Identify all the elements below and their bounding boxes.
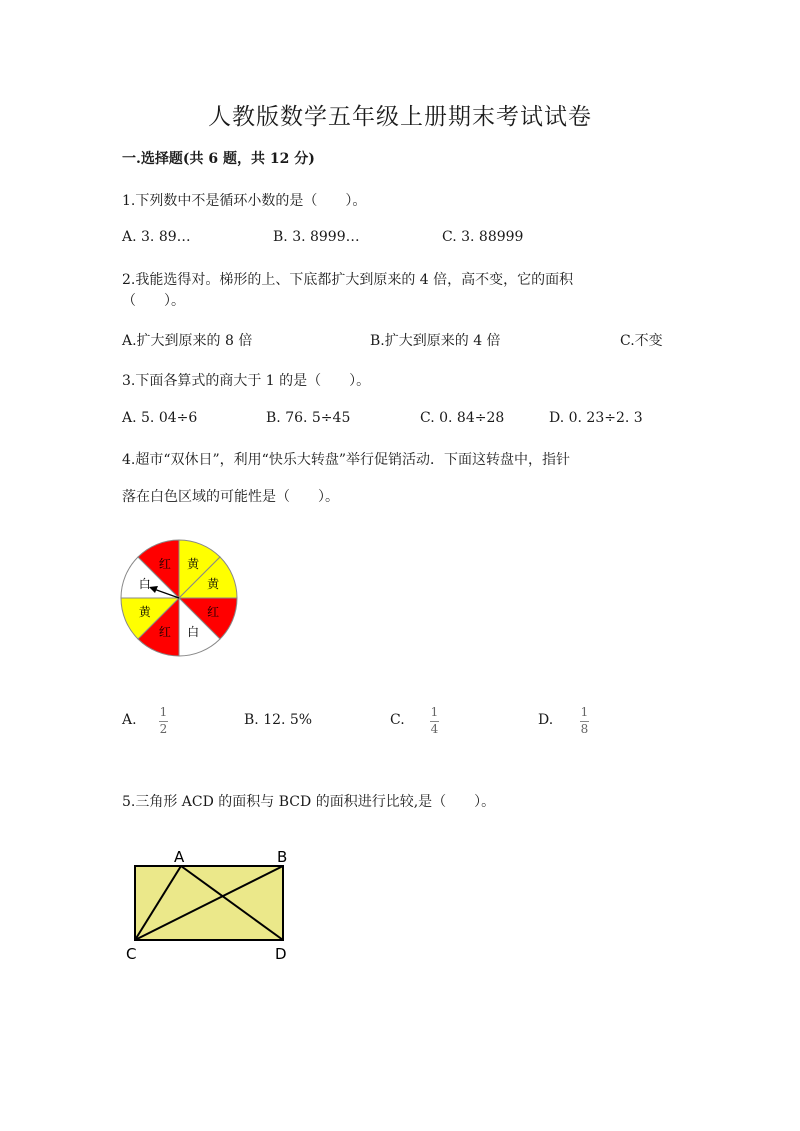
question-4-option-d-fraction (580, 706, 589, 736)
wheel-sector-label: 红 (158, 625, 171, 640)
question-4-option-d-letter: D. (538, 712, 554, 728)
wheel-sector-label: 黄 (138, 605, 151, 620)
rectangle-figure (122, 846, 302, 964)
fraction-numerator: 1 (430, 705, 439, 719)
question-2-option-a: A.扩大到原来的 8 倍 (122, 333, 253, 349)
question-2-option-c: C.不变 (620, 333, 663, 349)
question-1-text: 1.下列数中不是循环小数的是（ ）。 (122, 193, 367, 209)
question-4-text-line2: 落在白色区域的可能性是（ ）。 (122, 489, 339, 505)
question-4-option-b: B. 12. 5% (244, 712, 313, 728)
fraction-numerator: 1 (580, 705, 589, 719)
fraction-denominator: 8 (580, 722, 589, 736)
question-1-option-b: B. 3. 8999… (273, 229, 360, 245)
question-2-text-line2: （ ）。 (122, 293, 185, 309)
fraction-denominator: 2 (159, 722, 168, 736)
point-label-b: B (277, 848, 288, 866)
question-3-text: 3.下面各算式的商大于 1 的是（ ）。 (122, 373, 371, 389)
section-heading: 一.选择题(共 6 题，共 12 分) (122, 151, 315, 167)
question-3-option-a: A. 5. 04÷6 (122, 410, 198, 426)
wheel-sector-label: 黄 (187, 556, 200, 571)
question-4-text-line1: 4.超市“双休日”，利用“快乐大转盘”举行促销活动．下面这转盘中，指针 (122, 452, 570, 468)
point-label-c: C (126, 945, 137, 963)
point-label-d: D (275, 945, 287, 963)
question-3-option-d: D. 0. 23÷2. 3 (549, 410, 643, 426)
question-1-option-c: C. 3. 88999 (442, 229, 524, 245)
question-4-option-c-fraction (430, 706, 439, 736)
prize-wheel (118, 537, 240, 659)
wheel-sector-label: 白 (187, 625, 200, 640)
question-5-text: 5.三角形 ACD 的面积与 BCD 的面积进行比较,是（ ）。 (122, 794, 496, 810)
question-3-option-c: C. 0. 84÷28 (420, 410, 505, 426)
point-label-a: A (174, 848, 185, 866)
question-1-option-a: A. 3. 89… (122, 229, 191, 245)
wheel-sector-label: 红 (207, 605, 220, 620)
page-title: 人教版数学五年级上册期末考试试卷 (208, 104, 592, 130)
wheel-sector-label: 白 (138, 576, 151, 591)
question-4-option-a-letter: A. (122, 712, 137, 728)
question-4-option-a-fraction (159, 706, 168, 736)
question-4-option-c-letter: C. (390, 712, 405, 728)
question-2-option-b: B.扩大到原来的 4 倍 (370, 333, 501, 349)
fraction-denominator: 4 (430, 722, 439, 736)
fraction-numerator: 1 (159, 705, 168, 719)
wheel-sector-label: 黄 (207, 576, 220, 591)
wheel-sector-label: 红 (158, 556, 171, 571)
question-3-option-b: B. 76. 5÷45 (266, 410, 351, 426)
question-2-text-line1: 2.我能选得对。梯形的上、下底都扩大到原来的 4 倍，高不变，它的面积 (122, 272, 574, 288)
